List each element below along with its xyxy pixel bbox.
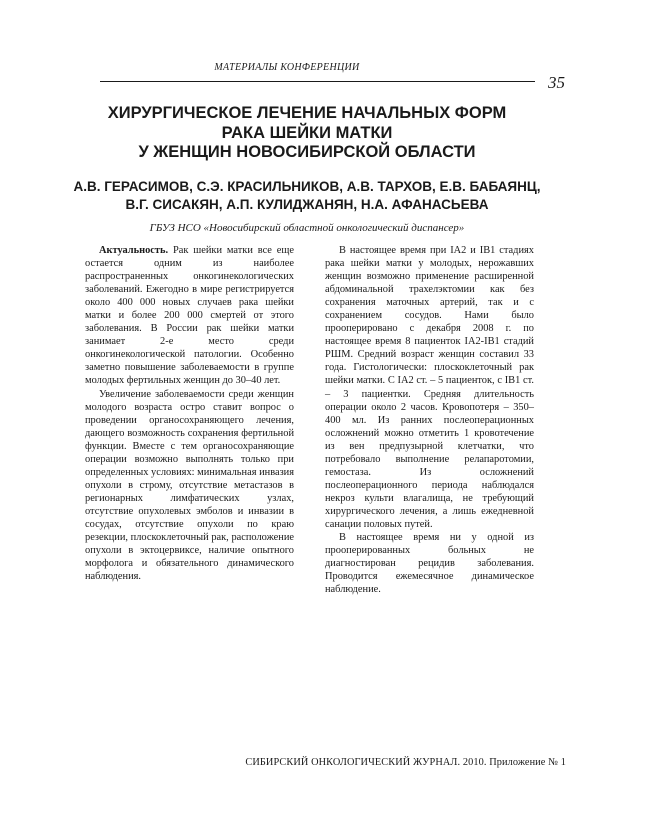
paragraph: Увеличение заболеваемости среди женщин молодого возраста остро ставит вопрос о проведении органосохраняющего лечения, дающего возможность сохранения фертильной функции. Вместе с тем органосохраняющие операции возможно выполнять только при определенных условиях: минимальная инвазия опухоли в строму, отсутствие метастазов в регионарных лимфатических узлах, отсутствие опухолевых эмболов и инвазии в сосудах, отсутствие опухоли по краю резекции, плоскоклеточный рак, расположение опухоли в эктоцервиксе, наличие опытного морфолога и обязательного динамического наблюдения. xyxy=(85,388,295,583)
header-rule xyxy=(100,81,535,82)
right-column xyxy=(325,244,534,596)
section-lead: Актуальность. xyxy=(99,245,169,256)
author-line: А.В. ГЕРАСИМОВ, С.Э. КРАСИЛЬНИКОВ, А.В. ТАРХОВ, Е.В. БАБАЯНЦ, xyxy=(73,179,541,194)
title-line: ХИРУРГИЧЕСКОЕ ЛЕЧЕНИЕ НАЧАЛЬНЫХ ФОРМ xyxy=(107,104,507,122)
paragraph: В настоящее время при IA2 и IB1 стадиях рака шейки матки у молодых, нерожавших женщин возможно применение расширенной абдоминальной трахелэктомии как без сохранения маточных артерий, так и с сохранением сосудов. Нами было прооперировано с декабря 2008 г. по настоящее время 8 пациенток IA2-IB1 стадий РШМ. Средний возраст женщин составил 33 года. Гистологически: плоскоклеточный рак шейки матки. С IA2 ст. – 5 пациенток, с IB1 ст. – 3 пациентки. Средняя длительность операции около 2 часов. Кровопотеря – 350–400 мл. Из ранних послеоперационных осложнений можно отметить 1 кровотечение из вен предпузырной клетчатки, что потребовало выполнение релапаротомии, гемостаза. Из осложнений послеоперационного периода наблюдался некроз культи влагалища, не требующий хирургического лечения, а лишь ежедневной санации половых путей. xyxy=(325,245,534,530)
left-column xyxy=(85,244,294,583)
paragraph: В настоящее время ни у одной из прооперированных больных не диагностирован рецидив заболевания. Проводится ежемесячное динамическое наблюдение. xyxy=(325,532,534,596)
title-line: РАКА ШЕЙКИ МАТКИ xyxy=(221,123,393,142)
journal-footer: СИБИРСКИЙ ОНКОЛОГИЧЕСКИЙ ЖУРНАЛ. 2010. Приложение № 1 xyxy=(245,757,566,768)
author-line: В.Г. СИСАКЯН, А.П. КУЛИДЖАНЯН, Н.А. АФАНАСЬЕВА xyxy=(125,197,489,212)
running-head: МАТЕРИАЛЫ КОНФЕРЕНЦИИ xyxy=(214,62,360,73)
paragraph xyxy=(85,244,294,388)
page-number: 35 xyxy=(548,73,565,92)
article-title xyxy=(60,104,554,163)
author-list xyxy=(40,178,574,214)
affiliation: ГБУЗ НСО «Новосибирский областной онкологический диспансер» xyxy=(149,222,465,234)
paragraph-text: Рак шейки матки все еще остается одним из наиболее распространенных онкогинекологических заболеваний. Ежегодно в мире регистрируется около 400 000 новых случаев рака шейки матки и более 200 000 смертей от этого заболевания. В России рак шейки матки занимает 2-е место среди онкогинекологической патологии. Особенно заметно повышение заболеваемости в группе молодых фертильных женщин до 30–40 лет. xyxy=(85,245,294,387)
title-line: У ЖЕНЩИН НОВОСИБИРСКОЙ ОБЛАСТИ xyxy=(138,143,476,161)
